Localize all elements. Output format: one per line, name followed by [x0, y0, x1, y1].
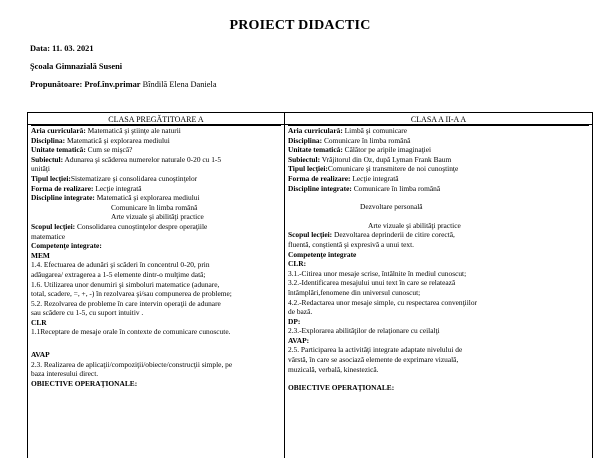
left-mem-label: MEM [31, 250, 50, 260]
right-unit-label: Unitate tematică: [288, 145, 343, 155]
left-subj-label: Subiectul: [31, 154, 64, 164]
left-scop-line [31, 222, 281, 232]
left-mem-2a: 1.6. Utilizarea unor denumiri şi simboluri matematice (adunare, [31, 279, 220, 289]
date-line [30, 44, 94, 53]
right-disc-int-2: Dezvoltare personală [360, 202, 423, 212]
left-tip-label: Tipul lecţiei: [31, 173, 71, 183]
left-avap-1a: 2.3. Realizarea de aplicaţii/compoziţii/obiecte/construcţii simple, pe [31, 359, 233, 369]
right-dp-1: 2.3.-Explorarea abilităţilor de relaţionare cu ceilalţi [288, 326, 440, 336]
left-unit-label: Unitate tematică: [31, 145, 86, 155]
right-scop-value: Dezvoltarea deprinderii de citire corectă, [334, 230, 455, 240]
right-avap-1a: 2.5. Participarea la activităţi integrate adaptate nivelului de [288, 345, 463, 355]
right-dp-label: DP: [288, 316, 301, 326]
left-subj-line [31, 155, 281, 165]
right-disc-value: Comunicare în limba română [323, 135, 411, 145]
right-subj-label: Subiectul: [288, 154, 321, 164]
right-avap-label: AVAP: [288, 335, 310, 345]
right-unit-value: Călător pe aripile imaginaţiei [344, 145, 432, 155]
right-avap-1c: muzicală, verbală, kinestezică. [288, 364, 379, 374]
right-comp-label: Competenţe integrate [288, 249, 357, 259]
left-mem-1a: 1.4. Efectuarea de adunări şi scăderi în concentrul 0-20, prin [31, 260, 210, 270]
right-disc-label: Disciplina: [288, 135, 323, 145]
date-label: Data: [30, 44, 51, 53]
right-avap-1b: vârstă, în care se asociază elemente de exprimare vizuală, [288, 355, 459, 365]
left-mem-1b: adăugarea/ extragerea a 1-5 elemente dintr-o mulţime dată; [31, 269, 206, 279]
left-clr-label: CLR [31, 317, 47, 327]
left-tip-line [31, 174, 281, 184]
right-scop-label: Scopul lecţiei: [288, 230, 333, 240]
right-forma-label: Forma de realizare: [288, 173, 351, 183]
left-tip-value: Sistematizare şi consolidarea cunoştinţelor [70, 173, 198, 183]
teacher-name: Bîndilă Elena Daniela [142, 80, 217, 89]
page-title: PROIECT DIDACTIC [229, 18, 371, 33]
lesson-table [27, 112, 593, 458]
left-subj-value: Adunarea şi scăderea numerelor naturale 0-20 cu 1-5 [64, 154, 222, 164]
left-subj-line2: unităţi [31, 164, 50, 174]
left-disc-int-label: Discipline integrate: [31, 193, 95, 203]
right-tip-line [288, 164, 589, 174]
left-unit-line [31, 145, 281, 155]
left-scop-line2: matematice [31, 231, 66, 241]
right-clr-2b: întâmplări,fenomene din universul cunoscut; [288, 287, 421, 297]
right-disc-int-1: Comunicare în limba română [353, 183, 441, 193]
right-aria-value: Limbă şi comunicare [344, 126, 408, 135]
date-value: 11. 03. 2021 [52, 44, 94, 53]
teacher-line [30, 80, 217, 89]
right-unit-line [288, 145, 589, 155]
right-scop-line [288, 230, 589, 240]
teacher-label: Propunătoare: Prof.înv.primar [30, 80, 141, 89]
right-disc-line [288, 136, 589, 146]
right-subj-value: Vrăjitorul din Oz, după Lyman Frank Baum [321, 154, 452, 164]
left-mem-2b: total, scadere, =, +, -) în rezolvarea şi/sau compunerea de probleme; [31, 289, 232, 299]
right-tip-value: Comunicare şi transmitere de noi cunoştinţe [327, 164, 459, 174]
left-clr-1: 1.1Receptare de mesaje orale în contexte de comunicare cunoscute. [31, 327, 231, 337]
left-column-header: CLASA PREGĂTITOARE A [28, 113, 285, 125]
right-disc-int-3: Arte vizuale şi abilităţi practice [368, 220, 461, 230]
left-aria-line [31, 126, 281, 136]
left-unit-value: Cum se mişcă? [87, 145, 133, 155]
right-column [285, 125, 593, 459]
right-aria-line [288, 126, 589, 136]
left-aria-value: Matematică şi ştiinţe ale naturii [87, 126, 181, 135]
right-clr-label: CLR: [288, 259, 307, 269]
left-disc-label: Disciplina: [31, 135, 66, 145]
left-comp-label: Competenţe integrate: [31, 241, 102, 251]
left-disc-int-2: Comunicare în limba română [111, 202, 198, 212]
right-disc-int-line [288, 184, 589, 194]
left-scop-label: Scopul lecţiei: [31, 221, 76, 231]
left-disc-value: Matematică şi explorarea mediului [66, 135, 170, 145]
left-objectives-label: OBIECTIVE OPERAŢIONALE: [31, 378, 138, 388]
right-forma-line [288, 174, 589, 184]
left-avap-label: AVAP [31, 350, 50, 360]
left-disc-int-1: Matematică şi explorarea mediului [96, 193, 200, 203]
left-mem-3b: sau scădere cu 1-5, cu suport intuitiv . [31, 308, 144, 318]
left-aria-label: Aria curriculară: [31, 126, 86, 135]
right-objectives-label: OBIECTIVE OPERAŢIONALE: [288, 383, 395, 393]
left-disc-int-line [31, 193, 281, 203]
left-forma-line [31, 184, 281, 194]
school-name: Şcoala Gimnazială Suseni [30, 62, 123, 71]
right-clr-2a: 3.2.-Identificarea mesajului unui text în care se relatează [288, 278, 456, 288]
right-disc-int-label: Discipline integrate: [288, 183, 352, 193]
right-aria-label: Aria curriculară: [288, 126, 343, 135]
right-clr-3a: 4.2.-Redactarea unor mesaje simple, cu respectarea convenţiilor [288, 297, 477, 307]
left-mem-3a: 5.2. Rezolvarea de probleme în care intervin operaţii de adunare [31, 298, 221, 308]
left-scop-value: Consolidarea cunoştinţelor despre operaţiile [77, 221, 208, 231]
left-avap-1b: baza interesului direct. [31, 369, 99, 379]
left-forma-label: Forma de realizare: [31, 183, 94, 193]
left-disc-line [31, 136, 281, 146]
right-clr-3b: de bază. [288, 307, 313, 317]
right-subj-line [288, 155, 589, 165]
right-column-header: CLASA A II-A A [285, 113, 593, 125]
left-column [28, 125, 285, 459]
right-tip-label: Tipul lecţiei: [288, 164, 328, 174]
left-forma-value: Lecţie integrată [95, 183, 142, 193]
school-line [30, 62, 122, 71]
left-disc-int-3: Arte vizuale şi abilităţi practice [111, 212, 204, 222]
right-forma-value: Lecţie integrată [352, 173, 399, 183]
right-clr-1: 3.1.-Citirea unor mesaje scrise, întâlnite în mediul cunoscut; [288, 268, 467, 278]
right-scop-line2: fluentă, conştientă şi expresivă a unui text. [288, 239, 415, 249]
